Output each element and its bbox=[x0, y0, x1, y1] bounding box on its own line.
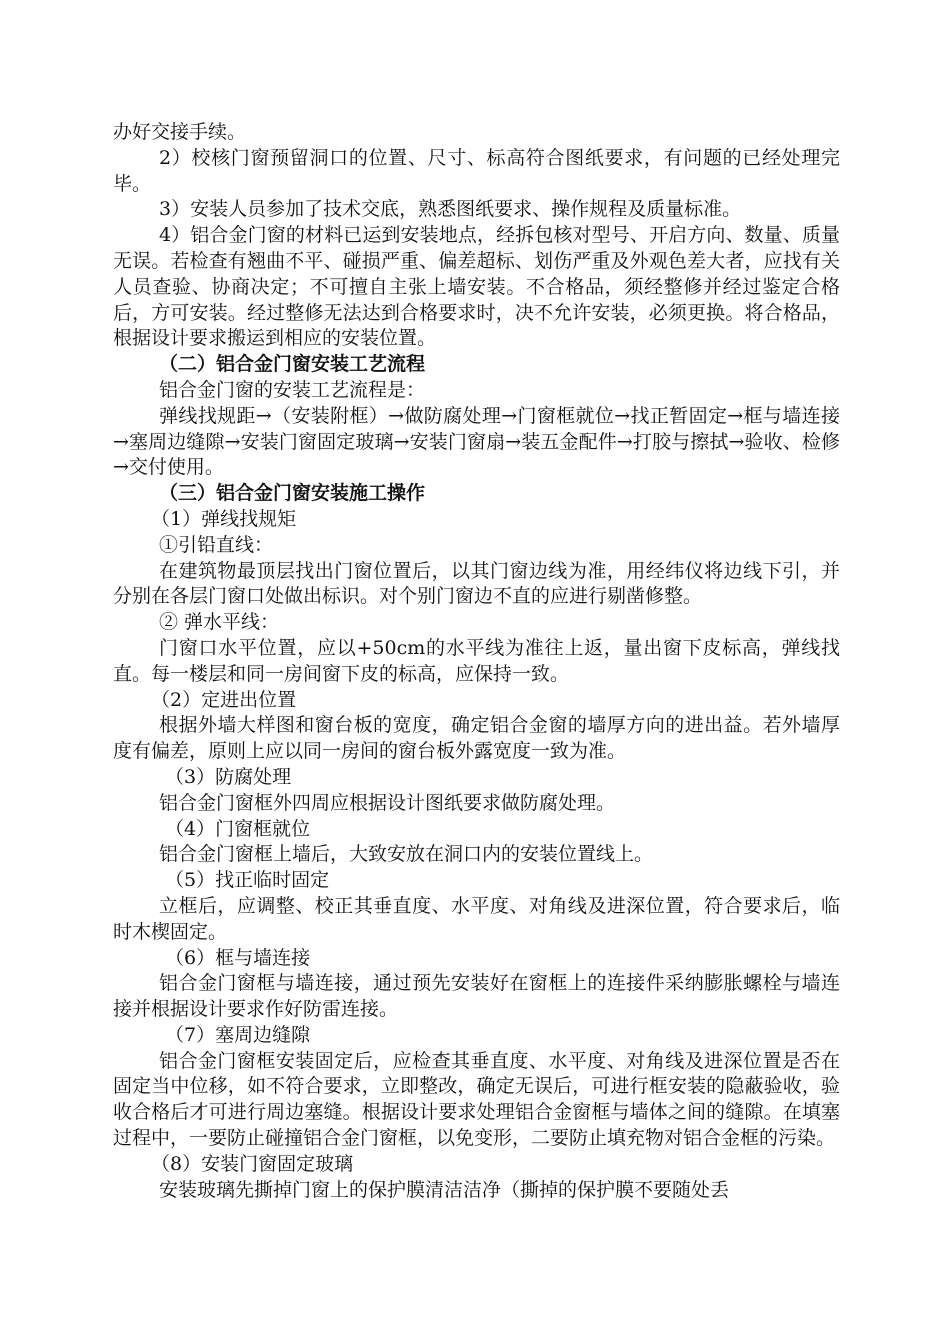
sub-heading-plumb-line: ①引铅直线： bbox=[159, 533, 274, 556]
step-heading-4: （4）门窗框就位 bbox=[165, 817, 311, 840]
paragraph-item-2: 2）校核门窗预留洞口的位置、尺寸、标高符合图纸要求，有问题的已经处理完毕。 bbox=[113, 146, 840, 195]
paragraph-handover: 办好交接手续。 bbox=[113, 121, 247, 143]
paragraph-level-line: 门窗口水平位置，应以+50cm的水平线为准往上返，量出窗下皮标高，弹线找直。每一楼层和同一房间窗下皮的标高，应保持一致。 bbox=[113, 636, 840, 685]
paragraph-gap-filling: 铝合金门窗框安装固定后，应检查其垂直度、水平度、对角线及进深位置是否在固定当中位移，如不符合要求，立即整改，确定无误后，可进行框安装的隐蔽验收，验收合格后才可进行周边塞缝。根据设计要求处理铝合金窗框与墙体之间的缝隙。在填塞过程中，一要防止碰撞铝合金门窗框，以免变形，二要防止填充物对铝合金框的污染。 bbox=[113, 1049, 840, 1150]
step-heading-2: （2）定进出位置 bbox=[151, 688, 297, 711]
paragraph-glass-install: 安装玻璃先撕掉门窗上的保护膜清洁洁净（撕掉的保护膜不要随处丢 bbox=[159, 1178, 730, 1201]
step-heading-1: （1）弹线找规矩 bbox=[151, 507, 297, 530]
step-heading-7: （7）塞周边缝隙 bbox=[165, 1023, 311, 1046]
paragraph-process-intro: 铝合金门窗的安装工艺流程是： bbox=[159, 378, 426, 401]
step-heading-5: （5）找正临时固定 bbox=[165, 869, 330, 892]
section-heading-3: （三）铝合金门窗安装施工操作 bbox=[159, 482, 426, 505]
paragraph-temporary-fix: 立框后，应调整、校正其垂直度、水平度、对角线及进深位置，符合要求后，临时木楔固定。 bbox=[113, 894, 840, 943]
paragraph-process-flow: 弹线找规距→（安装附框）→做防腐处理→门窗框就位→找正暂固定→框与墙连接→塞周边缝隙→安装门窗固定玻璃→安装门窗扇→装五金配件→打胶与擦拭→验收、检修→交付使用。 bbox=[113, 404, 840, 479]
paragraph-anticorrosion: 铝合金门窗框外四周应根据设计图纸要求做防腐处理。 bbox=[159, 791, 616, 814]
paragraph-item-4: 4）铝合金门窗的材料已运到安装地点，经拆包核对型号、开启方向、数量、质量无误。若检查有翘曲不平、碰损严重、偏差超标、划伤严重及外观色差大者，应找有关人员查验、协商决定；不可擅自主张上墙安装。不合格品，须经整修并经过鉴定合格后，方可安装。经过整修无法达到合格要求时，决不允许安装，必须更换。将合格品，根据设计要求搬运到相应的安装位置。 bbox=[113, 224, 840, 350]
step-heading-8: （8）安装门窗固定玻璃 bbox=[151, 1152, 354, 1175]
paragraph-position: 根据外墙大样图和窗台板的宽度，确定铝合金窗的墙厚方向的进出益。若外墙厚度有偏差，原则上应以同一房间的窗台板外露宽度一致为准。 bbox=[113, 714, 840, 763]
paragraph-item-3: 3）安装人员参加了技术交底，熟悉图纸要求、操作规程及质量标准。 bbox=[159, 198, 742, 221]
section-heading-2: （二）铝合金门窗安装工艺流程 bbox=[159, 353, 426, 376]
step-heading-3: （3）防腐处理 bbox=[165, 765, 292, 788]
document-body bbox=[113, 120, 840, 1203]
sub-heading-level-line: ② 弹水平线： bbox=[159, 611, 280, 634]
step-heading-6: （6）框与墙连接 bbox=[165, 946, 311, 969]
paragraph-wall-connection: 铝合金门窗框与墙连接，通过预先安装好在窗框上的连接件采纳膨胀螺栓与墙连接并根据设计要求作好防雷连接。 bbox=[113, 972, 840, 1021]
paragraph-frame-placement: 铝合金门窗框上墙后，大致安放在洞口内的安装位置线上。 bbox=[159, 843, 654, 866]
paragraph-plumb-line: 在建筑物最顶层找出门窗位置后，以其门窗边线为准，用经纬仪将边线下引，并分别在各层门窗口处做出标识。对个别门窗边不直的应进行剔凿修整。 bbox=[113, 559, 840, 608]
